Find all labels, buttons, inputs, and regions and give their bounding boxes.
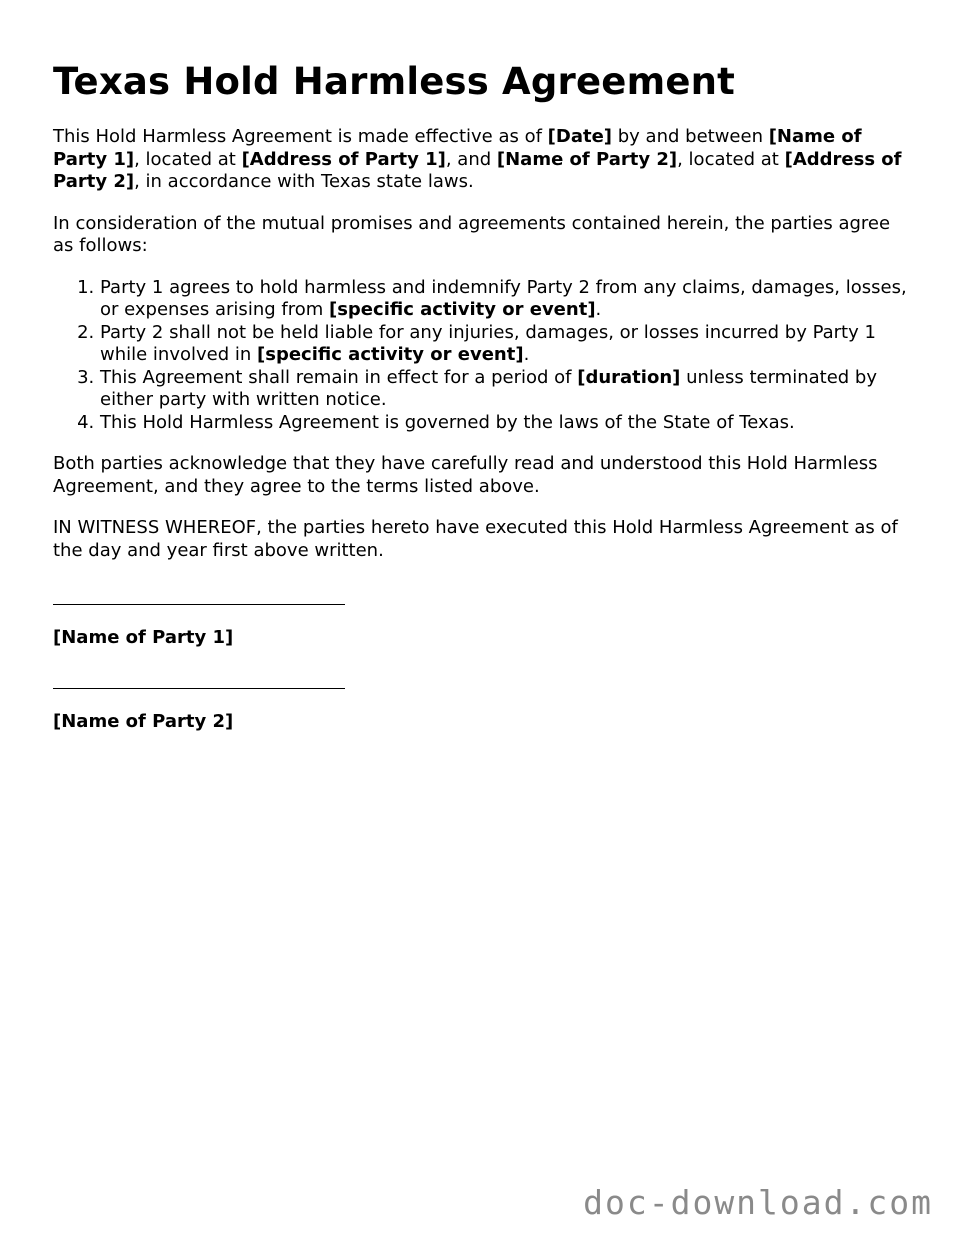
party1-name-placeholder: [Name of Party 1] xyxy=(53,126,862,170)
intro-text: This Hold Harmless Agreement is made effective as of xyxy=(53,126,548,148)
term-placeholder: [duration] xyxy=(577,366,681,388)
intro-text: , located at xyxy=(677,148,785,170)
intro-text: by and between xyxy=(612,126,769,148)
document-title: Texas Hold Harmless Agreement xyxy=(53,60,736,103)
list-item xyxy=(100,277,913,322)
term-text: Party 2 shall not be held liable for any injuries, damages, or losses incurred by Party 1 while involved in xyxy=(100,321,876,366)
term-placeholder: [specific activity or event] xyxy=(257,344,524,366)
signature-line xyxy=(53,604,345,605)
witness-paragraph: IN WITNESS WHEREOF, the parties hereto have executed this Hold Harmless Agreement as of the day and year first above written. xyxy=(53,517,898,561)
term-text: Party 1 agrees to hold harmless and indemnify Party 2 from any claims, damages, losses, or expenses arising from xyxy=(100,276,907,321)
term-text: This Hold Harmless Agreement is governed by the laws of the State of Texas. xyxy=(100,411,795,433)
date-placeholder: [Date] xyxy=(547,126,613,148)
list-item xyxy=(100,412,913,435)
list-item xyxy=(100,367,913,412)
terms-list xyxy=(53,277,913,435)
term-text: This Agreement shall remain in effect for a period of xyxy=(100,366,578,388)
signature-name-party1: [Name of Party 1] xyxy=(53,627,234,649)
term-text: . xyxy=(523,344,530,366)
term-placeholder: [specific activity or event] xyxy=(328,299,596,321)
consideration-paragraph: In consideration of the mutual promises and agreements contained herein, the parties agree as follows: xyxy=(53,212,891,257)
intro-text: , in accordance with Texas state laws. xyxy=(134,171,474,193)
signature-block-party1 xyxy=(53,604,913,650)
acknowledgment-paragraph: Both parties acknowledge that they have carefully read and understood this Hold Harmless Agreement, and they agree to the terms listed above. xyxy=(53,453,878,497)
party2-address-placeholder: [Address of Party 2] xyxy=(53,148,902,193)
watermark: doc-download.com xyxy=(583,1183,933,1222)
list-item xyxy=(100,322,913,367)
party2-name-placeholder: [Name of Party 2] xyxy=(496,148,678,170)
term-text: . xyxy=(595,299,602,321)
term-text: unless terminated by either party with written notice. xyxy=(100,366,878,411)
signature-line xyxy=(53,688,345,689)
party1-address-placeholder: [Address of Party 1] xyxy=(241,148,446,170)
signature-name-party2: [Name of Party 2] xyxy=(53,710,234,732)
intro-text: , located at xyxy=(134,148,242,170)
signature-block-party2 xyxy=(53,688,913,734)
intro-paragraph xyxy=(53,126,913,194)
document-page xyxy=(53,60,913,733)
intro-text: , and xyxy=(445,148,497,170)
